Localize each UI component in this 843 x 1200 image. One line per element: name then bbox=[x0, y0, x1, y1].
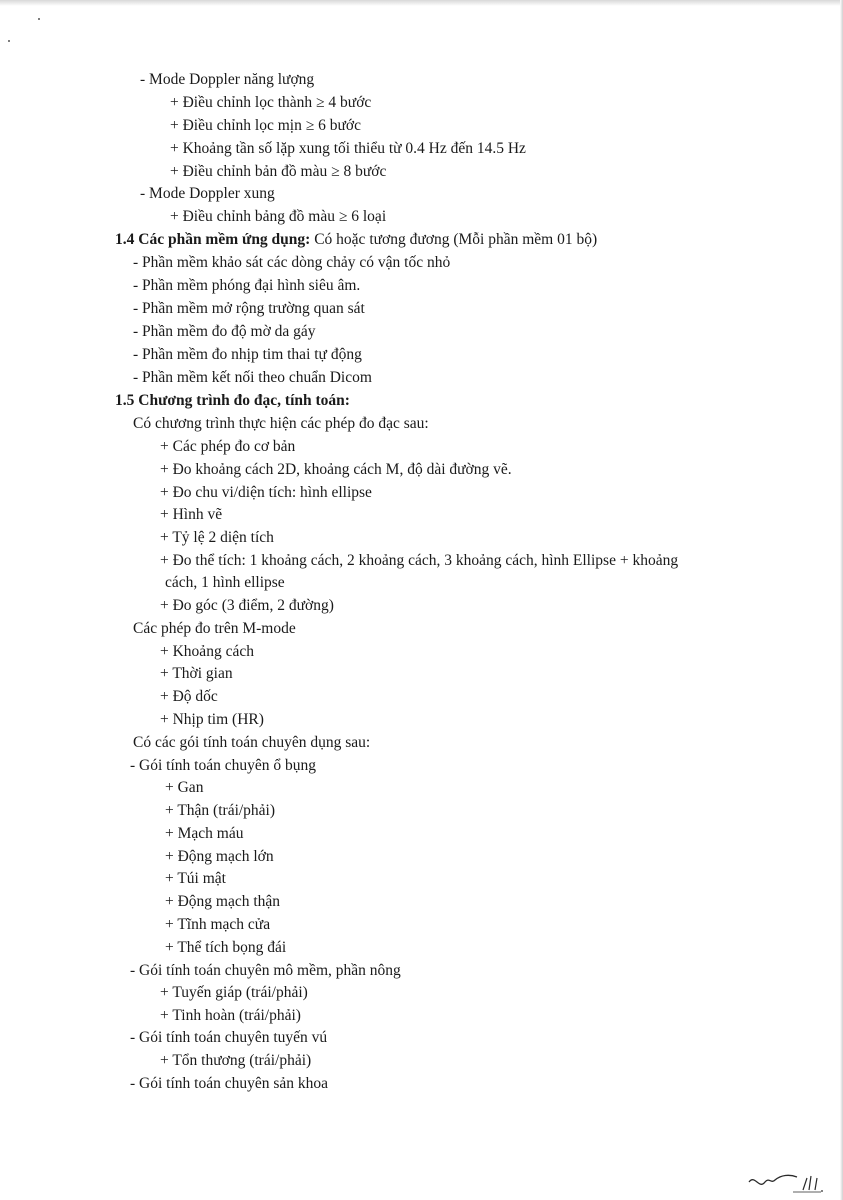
list-item: + Điều chỉnh lọc mịn ≥ 6 bước bbox=[170, 117, 361, 134]
list-item: + Độ dốc bbox=[160, 688, 218, 705]
soft-tissue-package-title: - Gói tính toán chuyên mô mềm, phần nông bbox=[130, 962, 401, 979]
list-item: - Phần mềm đo nhịp tim thai tự động bbox=[133, 346, 362, 363]
obstetric-package-title: - Gói tính toán chuyên sản khoa bbox=[130, 1075, 329, 1092]
list-item: + Động mạch thận bbox=[165, 893, 281, 910]
list-item-continuation: cách, 1 hình ellipse bbox=[165, 574, 285, 591]
section-1-5-heading-text: 1.5 Chương trình đo đạc, tính toán: bbox=[115, 392, 350, 409]
list-item: + Khoảng tần số lặp xung tối thiểu từ 0.4 Hz đến 14.5 Hz bbox=[170, 140, 526, 157]
list-item: + Đo thể tích: 1 khoảng cách, 2 khoảng cách, 3 khoảng cách, hình Ellipse + khoảng bbox=[160, 552, 679, 569]
mmode-title: Các phép đo trên M-mode bbox=[133, 620, 296, 637]
list-item: + Đo khoảng cách 2D, khoảng cách M, độ dài đường vẽ. bbox=[160, 461, 512, 478]
list-item: + Tinh hoàn (trái/phải) bbox=[160, 1007, 301, 1024]
measurements-intro: Có chương trình thực hiện các phép đo đạc sau: bbox=[133, 415, 429, 432]
list-item: + Động mạch lớn bbox=[165, 848, 274, 865]
list-item: - Phần mềm khảo sát các dòng chảy có vận tốc nhỏ bbox=[133, 254, 451, 271]
doppler-energy-title: - Mode Doppler năng lượng bbox=[140, 71, 315, 88]
list-item: + Nhịp tim (HR) bbox=[160, 711, 264, 728]
section-1-4-heading bbox=[115, 228, 597, 251]
list-item: + Tuyến giáp (trái/phải) bbox=[160, 984, 308, 1001]
section-1-5-heading bbox=[115, 389, 350, 412]
list-item: + Tổn thương (trái/phải) bbox=[160, 1052, 312, 1069]
scan-speck bbox=[8, 40, 10, 42]
list-item: + Thể tích bọng đái bbox=[165, 939, 287, 956]
list-item: - Phần mềm phóng đại hình siêu âm. bbox=[133, 277, 361, 294]
list-item: + Các phép đo cơ bản bbox=[160, 438, 296, 455]
list-item: + Đo góc (3 điểm, 2 đường) bbox=[160, 597, 334, 614]
list-item: + Mạch máu bbox=[165, 825, 244, 842]
list-item: + Điều chỉnh bản đồ màu ≥ 8 bước bbox=[170, 163, 387, 180]
list-item: + Thời gian bbox=[160, 665, 233, 682]
list-item: + Thận (trái/phải) bbox=[165, 802, 276, 819]
scan-top-shadow bbox=[0, 0, 843, 6]
breast-package-title: - Gói tính toán chuyên tuyến vú bbox=[130, 1029, 328, 1046]
list-item: + Điều chỉnh lọc thành ≥ 4 bước bbox=[170, 94, 372, 111]
list-item: - Phần mềm mở rộng trường quan sát bbox=[133, 300, 365, 317]
list-item: + Điều chỉnh bảng đồ màu ≥ 6 loại bbox=[170, 208, 387, 225]
packages-intro: Có các gói tính toán chuyên dụng sau: bbox=[133, 734, 371, 751]
list-item: + Túi mật bbox=[165, 870, 226, 887]
list-item: + Tỷ lệ 2 diện tích bbox=[160, 529, 274, 546]
doppler-pulse-title: - Mode Doppler xung bbox=[140, 185, 275, 202]
list-item: - Phần mềm kết nối theo chuẩn Dicom bbox=[133, 369, 372, 386]
section-1-4-heading-rest: Có hoặc tương đương (Mỗi phần mềm 01 bộ) bbox=[310, 231, 598, 248]
list-item: + Tĩnh mạch cửa bbox=[165, 916, 271, 933]
list-item: + Đo chu vi/diện tích: hình ellipse bbox=[160, 484, 372, 501]
list-item: + Khoảng cách bbox=[160, 643, 254, 660]
list-item: + Gan bbox=[165, 779, 204, 796]
signature-mark bbox=[745, 1160, 825, 1200]
list-item: - Phần mềm đo độ mờ da gáy bbox=[133, 323, 316, 340]
list-item: + Hình vẽ bbox=[160, 506, 223, 523]
abdomen-package-title: - Gói tính toán chuyên ổ bụng bbox=[130, 757, 316, 774]
section-1-4-heading-bold: 1.4 Các phần mềm ứng dụng: bbox=[115, 231, 311, 248]
scan-speck bbox=[38, 18, 40, 20]
